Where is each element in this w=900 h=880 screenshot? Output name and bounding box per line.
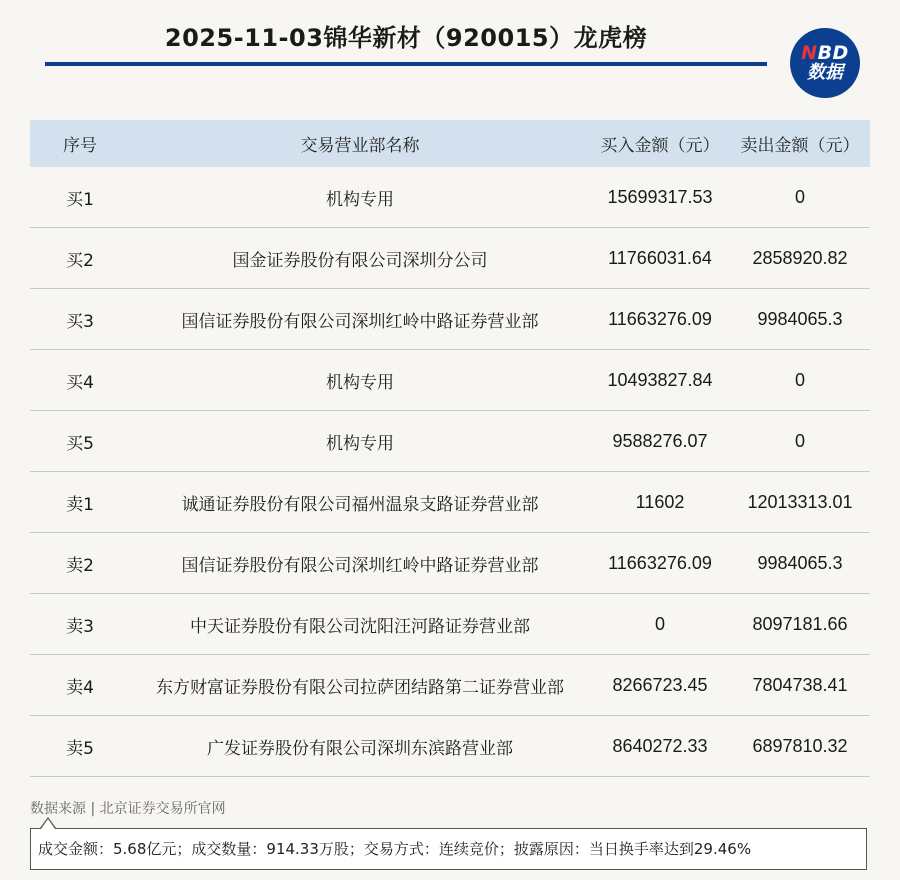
col-header-name: 交易营业部名称 <box>300 136 420 156</box>
cell-broker-name: 东方财富证券股份有限公司拉萨团结路第二证券营业部 <box>156 677 564 698</box>
cell-buy-amount: 11663276.09 <box>608 308 712 329</box>
cell-buy-amount: 8266723.45 <box>612 674 708 695</box>
cell-broker-name: 中天证券股份有限公司沈阳汪河路证券营业部 <box>190 616 530 637</box>
table-row <box>30 289 870 350</box>
cell-broker-name: 诚通证券股份有限公司福州温泉支路证券营业部 <box>181 494 539 515</box>
cell-sell-amount: 6897810.32 <box>752 735 848 756</box>
cell-sell-amount: 9984065.3 <box>757 308 843 329</box>
cell-buy-amount: 0 <box>654 613 665 634</box>
cell-sell-amount: 12013313.01 <box>747 491 853 512</box>
cell-broker-name: 机构专用 <box>326 372 394 393</box>
cell-sell-amount: 0 <box>794 369 805 390</box>
cell-rank: 买3 <box>66 311 94 332</box>
cell-sell-amount: 7804738.41 <box>752 674 848 695</box>
cell-buy-amount: 8640272.33 <box>612 735 708 756</box>
table-row <box>30 350 870 411</box>
cell-sell-amount: 2858920.82 <box>752 247 848 268</box>
table-row <box>30 533 870 594</box>
cell-sell-amount: 9984065.3 <box>757 552 843 573</box>
data-source: 数据来源 | 北京证券交易所官网 <box>30 801 226 817</box>
cell-rank: 卖4 <box>66 677 94 698</box>
nbd-logo <box>790 28 860 98</box>
table-header <box>30 120 870 167</box>
cell-rank: 买4 <box>66 372 94 393</box>
cell-rank: 买1 <box>66 189 94 210</box>
cell-broker-name: 机构专用 <box>326 433 394 454</box>
dragon-tiger-table <box>30 120 870 777</box>
cell-sell-amount: 0 <box>794 430 805 451</box>
table-row <box>30 472 870 533</box>
cell-buy-amount: 9588276.07 <box>612 430 708 451</box>
cell-broker-name: 机构专用 <box>326 189 394 210</box>
cell-buy-amount: 11663276.09 <box>608 552 712 573</box>
col-header-rank: 序号 <box>63 136 97 156</box>
note-pointer-inner <box>41 819 55 829</box>
cell-rank: 买5 <box>66 433 94 454</box>
cell-rank: 卖1 <box>66 494 94 515</box>
cell-sell-amount: 8097181.66 <box>752 613 848 634</box>
cell-rank: 买2 <box>66 250 94 271</box>
table-row <box>30 228 870 289</box>
header <box>0 0 900 110</box>
cell-buy-amount: 15699317.53 <box>607 186 713 207</box>
col-header-buy: 买入金额（元） <box>600 136 720 156</box>
cell-buy-amount: 10493827.84 <box>607 369 713 390</box>
logo-text-top: NBD <box>801 42 849 64</box>
table-row <box>30 411 870 472</box>
table-row <box>30 167 870 228</box>
cell-rank: 卖3 <box>66 616 94 637</box>
cell-buy-amount: 11766031.64 <box>608 247 712 268</box>
trade-summary-note: 成交金额：5.68亿元；成交数量：914.33万股；交易方式：连续竞价；披露原因：当日换手率达到29.46% <box>30 828 867 870</box>
logo-text-bottom: 数据 <box>807 62 843 83</box>
cell-broker-name: 国信证券股份有限公司深圳红岭中路证券营业部 <box>181 555 539 576</box>
cell-buy-amount: 11602 <box>635 491 685 512</box>
cell-rank: 卖5 <box>66 738 94 759</box>
cell-broker-name: 国金证券股份有限公司深圳分公司 <box>232 250 488 271</box>
table-row <box>30 716 870 777</box>
col-header-sell: 卖出金额（元） <box>740 136 860 156</box>
title-divider <box>45 62 767 66</box>
cell-broker-name: 国信证券股份有限公司深圳红岭中路证券营业部 <box>181 311 539 332</box>
table-row <box>30 655 870 716</box>
cell-broker-name: 广发证券股份有限公司深圳东滨路营业部 <box>207 738 513 759</box>
page-title: 2025-11-03锦华新材（920015）龙虎榜 <box>164 24 648 52</box>
cell-sell-amount: 0 <box>794 186 805 207</box>
table-row <box>30 594 870 655</box>
cell-rank: 卖2 <box>66 555 94 576</box>
table-body <box>30 167 870 777</box>
